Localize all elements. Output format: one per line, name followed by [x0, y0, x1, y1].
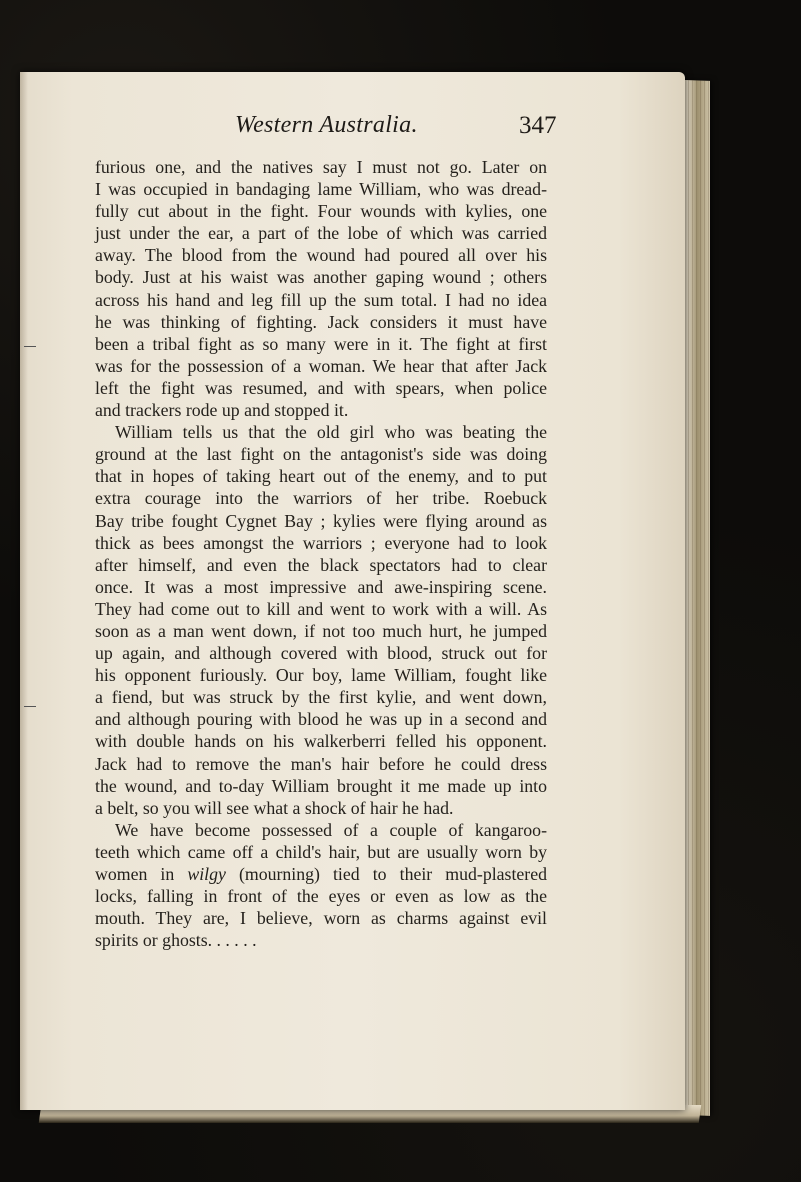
text-line: a belt, so you will see what a shock of hair he had.: [95, 797, 454, 818]
text-fragment: (mourning) tied to their mud-plastered: [238, 864, 547, 884]
text-line: locks, falling in front of the eyes or even as low as the: [95, 886, 547, 907]
text-line: William tells us that the old girl who was beating the: [115, 422, 547, 443]
italic-term: wilgy: [187, 864, 226, 884]
text-line: We have become possessed of a couple of kangaroo-: [115, 819, 547, 840]
text-line: furious one, and the natives say I must not go. Later on: [95, 157, 547, 177]
text-line: across his hand and leg fill up the sum total. I had no idea: [95, 289, 547, 310]
text-line: that in hopes of taking heart out of the enemy, and to put: [95, 466, 547, 487]
text-line: extra courage into the warriors of her tribe. Roebuck: [95, 488, 547, 509]
page-number: 347: [519, 112, 557, 139]
text-line: once. It was a most impressive and awe-inspiring scene.: [95, 576, 547, 597]
text-line: after himself, and even the black spectators had to clear: [95, 554, 547, 575]
text-line: a fiend, but was struck by the first kylie, and went down,: [95, 687, 547, 708]
text-line: I was occupied in bandaging lame William, who was dread-: [95, 179, 547, 200]
text-line: soon as a man went down, if not too much hurt, he jumped: [95, 620, 547, 641]
text-line: They had come out to kill and went to work with a will. As: [95, 598, 547, 619]
text-line: Bay tribe fought Cygnet Bay ; kylies were flying around as: [95, 510, 547, 531]
text-line: his opponent furiously. Our boy, lame William, fought like: [95, 665, 547, 686]
text-line: with double hands on his walkerberri felled his opponent.: [95, 731, 547, 752]
text-line: been a tribal fight as so many were in it. The fight at first: [95, 333, 547, 354]
text-line: mouth. They are, I believe, worn as charms against evil: [95, 908, 547, 929]
page-header: [235, 110, 585, 150]
text-line: he was thinking of fighting. Jack considers it must have: [95, 311, 547, 332]
text-line: thick as bees amongst the warriors ; everyone had to look: [95, 532, 547, 553]
text-line: body. Just at his waist was another gaping wound ; others: [95, 267, 547, 288]
text-fragment: women in: [95, 864, 175, 884]
text-line: was for the possession of a woman. We hear that after Jack: [95, 355, 547, 376]
binding-thread-mark: [24, 346, 36, 347]
text-line: and trackers rode up and stopped it.: [95, 400, 349, 421]
text-line: spirits or ghosts. . . . . .: [95, 930, 257, 951]
text-line: fully cut about in the fight. Four wounds with kylies, one: [95, 201, 547, 222]
text-line: just under the ear, a part of the lobe of which was carried: [95, 223, 547, 244]
text-line: the wound, and to-day William brought it me made up into: [95, 775, 547, 796]
text-line: teeth which came off a child's hair, but are usually worn by: [95, 841, 547, 862]
text-line: left the fight was resumed, and with spears, when police: [95, 377, 547, 398]
running-head: Western Australia.: [235, 112, 418, 138]
text-line: up again, and although covered with blood, struck out for: [95, 643, 547, 664]
text-line: [95, 863, 547, 885]
binding-thread-mark: [24, 706, 36, 707]
text-line: and although pouring with blood he was up in a second and: [95, 709, 547, 730]
body-text: [95, 156, 547, 951]
text-line: ground at the last fight on the antagonist's side was doing: [95, 444, 547, 465]
text-line: Jack had to remove the man's hair before he could dress: [95, 753, 547, 774]
text-line: away. The blood from the wound had poured all over his: [95, 245, 547, 266]
